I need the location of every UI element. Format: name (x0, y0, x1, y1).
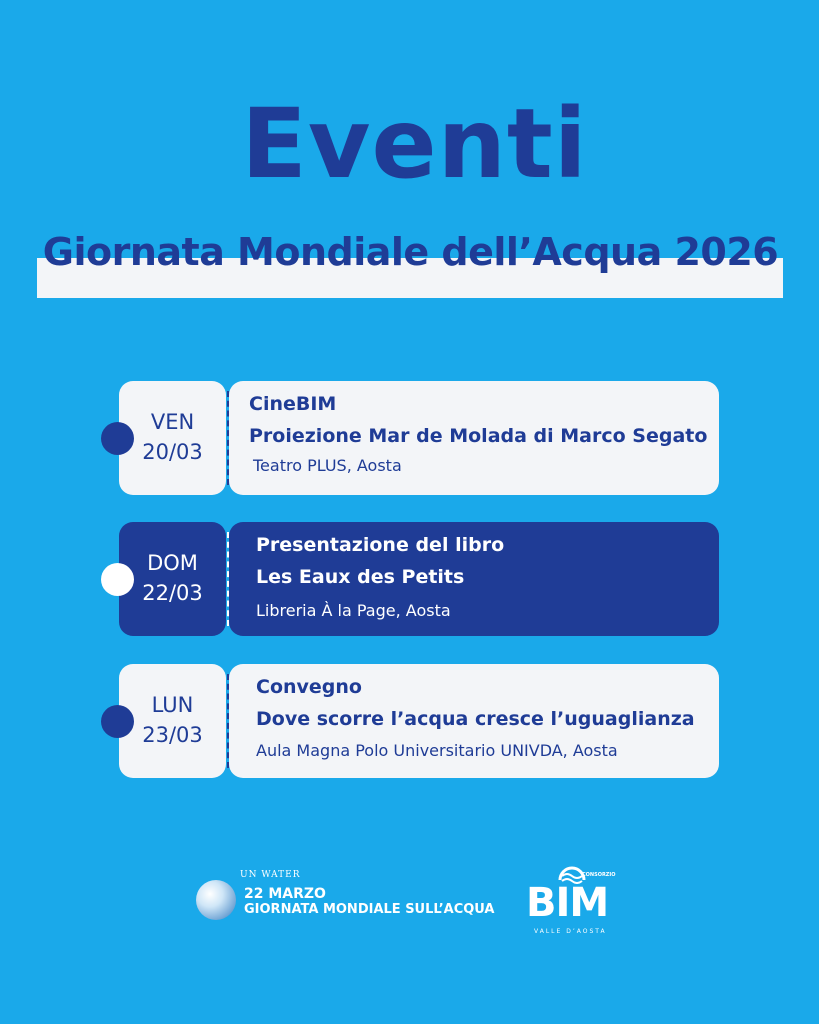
timeline-dot (101, 422, 134, 455)
event-divider (227, 532, 229, 626)
page-subtitle: Giornata Mondiale dell’Acqua 2026 (42, 230, 779, 274)
event-date-box (119, 522, 226, 636)
event-date (119, 690, 226, 750)
event-subtitle: Les Eaux des Petits (256, 566, 465, 588)
timeline-dot (101, 705, 134, 738)
un-water-label: UN WATER (240, 870, 301, 880)
bim-logo (520, 862, 620, 942)
world-water-day-name: GIORNATA MONDIALE SULL’ACQUA (244, 902, 495, 917)
event-day-number: 20/03 (142, 440, 203, 464)
page-title: Eventi (241, 88, 588, 200)
bim-region-label: VALLE D’AOSTA (534, 928, 607, 935)
event-day: LUN (151, 693, 194, 717)
event-day-number: 23/03 (142, 723, 203, 747)
globe-icon (196, 880, 236, 920)
event-location: Aula Magna Polo Universitario UNIVDA, Aosta (256, 741, 618, 760)
event-divider (227, 391, 229, 485)
bim-consorzio-label: CONSORZIO (582, 872, 616, 878)
world-water-day-date: 22 MARZO (244, 886, 326, 902)
event-day: DOM (147, 551, 198, 575)
event-date-box (119, 664, 226, 778)
event-card-1 (101, 381, 721, 495)
bim-wordmark: BIM (526, 880, 609, 926)
event-day-number: 22/03 (142, 581, 203, 605)
event-date (119, 407, 226, 467)
event-date-box (119, 381, 226, 495)
event-day: VEN (150, 410, 195, 434)
event-title: Convegno (256, 676, 362, 698)
event-card-2 (101, 522, 721, 636)
timeline-dot (101, 563, 134, 596)
event-date (119, 548, 226, 608)
event-card-3 (101, 664, 721, 778)
event-title: Presentazione del libro (256, 534, 505, 556)
event-title: CineBIM (249, 393, 337, 415)
event-subtitle: Proiezione Mar de Molada di Marco Segato (249, 425, 708, 447)
event-divider (227, 674, 229, 768)
event-location: Libreria À la Page, Aosta (256, 601, 451, 620)
un-water-logo (196, 868, 495, 928)
event-location: Teatro PLUS, Aosta (253, 456, 402, 475)
event-subtitle: Dove scorre l’acqua cresce l’uguaglianza (256, 708, 695, 730)
